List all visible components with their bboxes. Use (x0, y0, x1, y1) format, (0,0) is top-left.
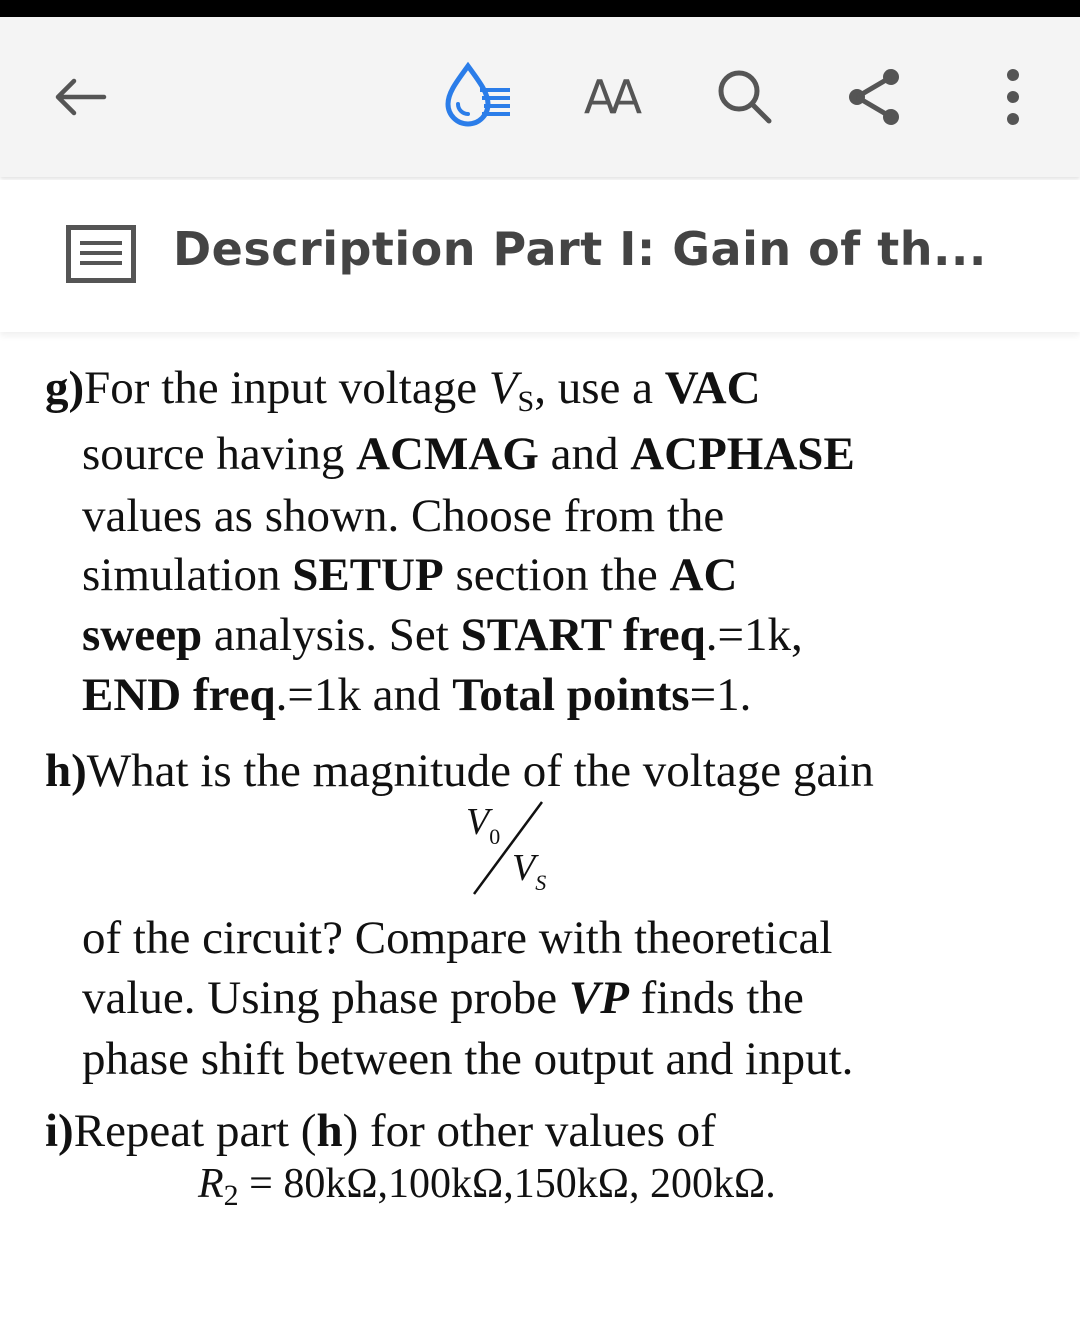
text-size-button[interactable] (570, 57, 650, 137)
part-g-line-4: simulation SETUP section the AC (82, 549, 738, 601)
part-g-line-6: END freq.=1k and Total points=1. (82, 669, 752, 721)
part-h-line-1: h)What is the magnitude of the voltage gain (45, 745, 874, 797)
top-toolbar (0, 17, 1080, 177)
part-h-line-2: of the circuit? Compare with theoretical (82, 912, 833, 964)
text-size-label: AA (583, 70, 637, 124)
arrow-left-icon (52, 77, 108, 117)
part-g-line-5: sweep analysis. Set START freq.=1k, (82, 609, 803, 661)
part-h-line-4: phase shift between the output and input. (82, 1033, 854, 1085)
status-bar (0, 0, 1080, 17)
fraction-denominator: $V_S$ (512, 847, 547, 895)
part-g-label: g) (45, 362, 85, 414)
share-button[interactable] (835, 57, 915, 137)
document-icon (66, 225, 136, 288)
fraction-numerator: $V_0$ (466, 801, 501, 849)
part-i-label: i) (45, 1105, 74, 1157)
more-vertical-icon (1005, 67, 1021, 127)
search-button[interactable] (705, 57, 785, 137)
more-button[interactable] (985, 57, 1041, 137)
section-title[interactable]: Description Part I: Gain of th... (173, 222, 987, 276)
back-button[interactable] (40, 57, 120, 137)
liquid-mode-icon (442, 60, 514, 130)
voltage-gain-fraction (460, 800, 560, 900)
share-icon (845, 67, 905, 127)
part-h-label: h) (45, 745, 87, 797)
part-g-line-2: source having ACMAG and ACPHASE (82, 428, 855, 480)
search-icon (715, 67, 775, 127)
part-g-line-1: g)For the input voltage $V_S$, use a VAC (45, 362, 761, 418)
part-g-line-3: values as shown. Choose from the (82, 490, 725, 542)
resistance-values-formula: $R_2 = 80k\Omega,100k\Omega,150k\Omega$, 200kΩ. (198, 1161, 776, 1212)
part-i-line-1: i)Repeat part (h) for other values of (45, 1105, 716, 1157)
part-h-line-3: value. Using phase probe VP finds the (82, 972, 804, 1024)
liquid-mode-button[interactable] (435, 55, 520, 135)
